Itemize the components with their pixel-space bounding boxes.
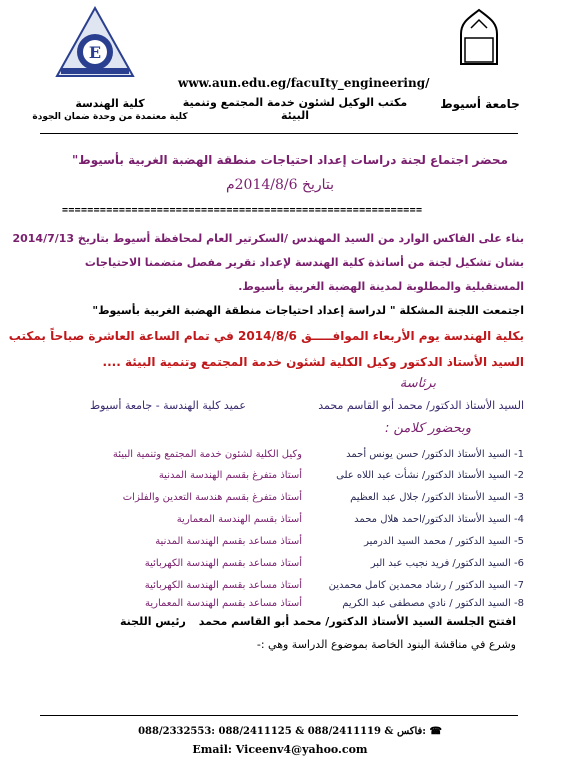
document-title: محضر اجتماع لجنة دراسات إعداد احتياجات منطقة الهضبة الغربية بأسيوط" (71, 153, 508, 167)
attendance-label: وبحضور كلامن : (384, 421, 471, 436)
svg-text:E: E (88, 43, 102, 62)
faculty-url: www.aun.edu.eg/facuIty_engineering/ (178, 76, 430, 90)
member-name: 3- السيد الأستاذ الدكتور/ جلال عبد العظيم (350, 492, 524, 503)
member-position: وكيل الكلية لشئون خدمة المجتمع وتنمية البيئة (112, 449, 302, 460)
member-name: 5- السيد الدكتور / محمد السيد الدرمير (364, 536, 524, 547)
office-name: مكتب الوكيل لشئون خدمة المجتمع وتنمية البيئة (182, 96, 408, 122)
member-name: 6- السيد الدكتور/ فريد نجيب عبد البر (370, 558, 524, 569)
faculty-logo (55, 6, 135, 80)
member-position: أستاذ مساعد بقسم الهندسة المدنية (155, 536, 302, 547)
footer-divider (40, 715, 518, 716)
meeting-details-line-1: بكلية الهندسة يوم الأربعاء الموافـــــق 2014/8/6 في تمام الساعة العاشرة صباحاً بمكتب (8, 329, 524, 343)
header-divider (40, 133, 518, 134)
university-name: جامعة أسيوط (440, 97, 520, 111)
member-position: أستاذ متفرغ بقسم هندسة التعدين والفلزات (122, 492, 302, 503)
footer-email: Email: Viceenv4@yahoo.com (192, 743, 368, 756)
faculty-name: كلية الهندسة (75, 97, 145, 110)
university-logo (453, 8, 505, 72)
member-position: أستاذ بقسم الهندسة المعمارية (176, 514, 302, 525)
meeting-line: اجتمعت اللجنة المشكلة " لدراسة إعداد احتياجات منطقة الهضبة الغربية بأسيوط" (92, 304, 524, 317)
member-name: 7- السيد الدكتور / رشاد محمدين كامل محمدين (328, 580, 524, 591)
chair-label: برئاسة (399, 376, 436, 391)
intro-paragraph-line-1: بناء على الفاكس الوارد من السيد المهندس /السكرتير العام لمحافظة أسيوط بتاريخ 2014/7/13 (12, 232, 524, 245)
member-position: أستاذ مساعد بقسم الهندسة المعمارية (144, 598, 302, 609)
member-position: أستاذ متفرغ بقسم الهندسة المدنية (158, 470, 302, 481)
separator-line: ========================================================= (62, 205, 423, 216)
member-name: 8- السيد الدكتور / نادي مصطفى عبد الكريم (342, 598, 524, 609)
chair-name: السيد الأستاذ الدكتور/ محمد أبو القاسم محمد (318, 399, 524, 412)
member-position: أستاذ مساعد بقسم الهندسة الكهربائية (144, 558, 302, 569)
faculty-accreditation: كلية معتمدة من وحدة ضمان الجودة (32, 112, 188, 122)
discussion-start-line: وشرع في مناقشة البنود الخاصة بموضوع الدراسة وهي :- (256, 638, 516, 651)
intro-paragraph-line-2: بشان تشكيل لجنة من أساتذة كلية الهندسة لإعداد تقرير مفصل متضمنا الاحتياجات (84, 256, 524, 269)
member-name: 4- السيد الأستاذ الدكتور/احمد هلال محمد (354, 514, 524, 525)
member-position: أستاذ مساعد بقسم الهندسة الكهربائية (144, 580, 302, 591)
opening-role: رئيس اللجنة (120, 615, 186, 628)
intro-paragraph-line-3: المستقبلية والمطلوبة لمدينة الهضبة الغربية بأسيوط. (238, 280, 524, 293)
document-date: بتاريخ 2014/8/6م (225, 177, 335, 193)
footer-contact: 088/2332553: فاكس & 088/2411119 & 088/2411125: ☎ (138, 726, 442, 737)
meeting-details-line-2: السيد الأستاذ الدكتور وكيل الكلية لشئون خدمة المجتمع وتنمية البيئة .... (102, 355, 524, 369)
member-name: 1- السيد الأستاذ الدكتور/ حسن يونس أحمد (346, 449, 524, 460)
opening-line: افتتح الجلسة السيد الأستاذ الدكتور/ محمد أبو القاسم محمد (198, 615, 516, 628)
chair-position: عميد كلية الهندسة - جامعة أسيوط (90, 399, 246, 412)
member-name: 2- السيد الأستاذ الدكتور/ نشأت عبد اللاه على (336, 470, 524, 481)
